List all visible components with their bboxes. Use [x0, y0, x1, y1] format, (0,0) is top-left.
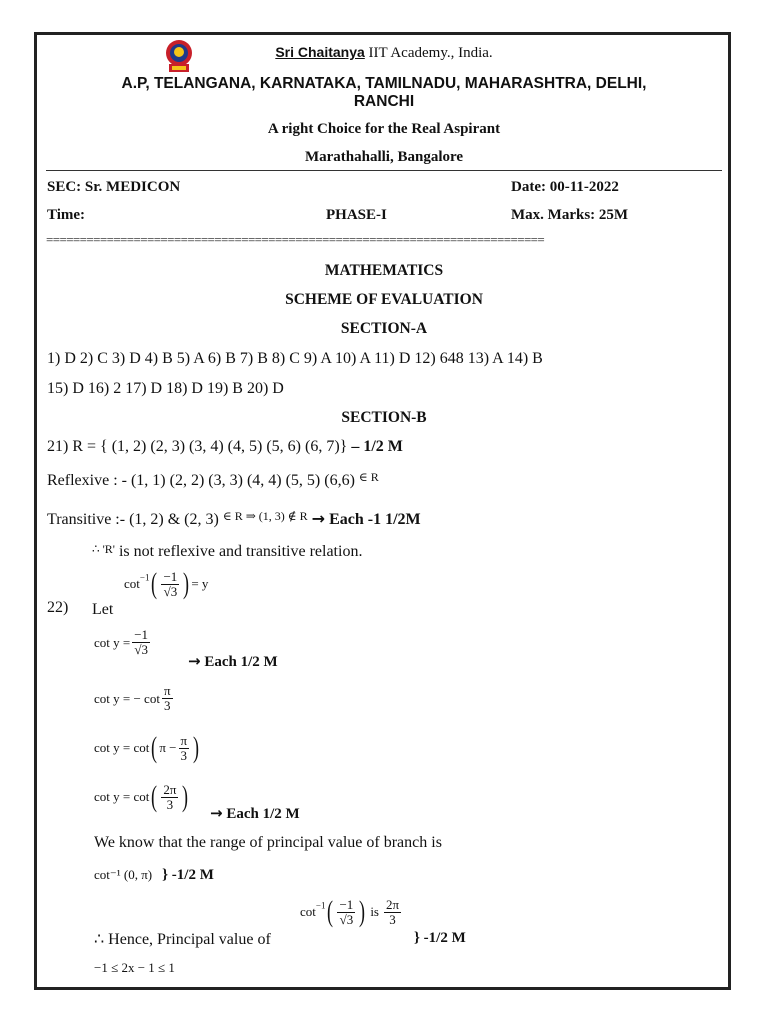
scheme-title: SCHEME OF EVALUATION: [285, 291, 483, 308]
arrow-icon: →: [210, 804, 223, 822]
campus: Marathahalli, Bangalore: [304, 149, 464, 165]
states-line: A.P, TELANGANA, KARNATAKA, TAMILNADU, MAHARASHTRA, DELHI,: [121, 75, 647, 92]
fraction: [161, 570, 179, 599]
q22-step2: [94, 684, 175, 713]
numerator: 2π: [385, 896, 400, 912]
marks-label: Each 1/2 M: [204, 654, 278, 670]
inverse-superscript: −1: [315, 900, 326, 911]
paren-right: ): [193, 731, 200, 764]
paren-right: ): [182, 780, 189, 813]
date-label: Date: 00-11-2022: [511, 179, 619, 195]
equals-y: = y: [191, 576, 209, 591]
q21-relation: [47, 438, 403, 456]
step1-fraction: [132, 628, 150, 657]
sec-label: SEC: Sr. MEDICON: [47, 179, 181, 195]
tagline: A right Choice for the Real Aspirant: [267, 121, 501, 137]
brand-name: Sri Chaitanya: [275, 44, 365, 60]
states-line-2: RANCHI: [353, 93, 415, 110]
arrow-icon: →: [311, 509, 326, 528]
numerator: −1: [134, 627, 149, 642]
therefore-r: ∴ 'R': [92, 542, 115, 556]
denominator: √3: [339, 911, 354, 927]
step3-inner: π −: [159, 740, 177, 755]
denominator: √3: [134, 642, 148, 657]
cot-text: cot: [300, 904, 316, 919]
cot-text: cot: [124, 576, 140, 591]
time-label: Time:: [47, 207, 86, 223]
q22-step4: [94, 782, 190, 812]
q22-range-line: [94, 866, 214, 884]
q22-range-text: We know that the range of principal value of branch is: [94, 834, 442, 851]
institute-line: [0, 44, 768, 62]
paren-left: (: [327, 895, 334, 928]
paren-right: ): [359, 895, 366, 928]
q21-reflexive-text: Reflexive : - (1, 1) (2, 2) (3, 3) (4, 4) (5, 5) (6,6): [47, 472, 359, 489]
numerator: −1: [339, 896, 354, 912]
q22-hence-equation: [300, 897, 403, 927]
inverse-superscript: −1: [139, 572, 150, 583]
q22-let: Let: [92, 601, 114, 618]
is-text: is: [370, 904, 379, 919]
header-divider: [46, 170, 722, 171]
section-a-answers-1: 1) D 2) C 3) D 4) B 5) A 6) B 7) B 8) C 9) A 10) A 11) D 12) 648 13) A 14) B: [47, 350, 543, 367]
phase-label: PHASE-I: [326, 207, 387, 223]
marks-label: } -1/2 M: [162, 867, 214, 883]
step1-lhs: cot y =: [94, 634, 131, 650]
range-expression: cot⁻¹ (0, π): [94, 867, 153, 883]
section-a-answers-2: 15) D 16) 2 17) D 18) D 19) B 20) D: [47, 380, 284, 397]
q21-transitive-text: Transitive :- (1, 2) & (2, 3): [47, 511, 223, 528]
numerator: π: [180, 732, 188, 748]
numerator: −1: [163, 568, 178, 584]
paren-left: (: [151, 731, 158, 764]
q21-reflexive: [47, 470, 379, 490]
separator-line: ==========================================================================: [46, 232, 545, 247]
denominator: 3: [389, 911, 396, 927]
step3-lhs: cot y = cot: [94, 740, 150, 755]
q22-let-equation: [124, 569, 208, 599]
q22-step1: [94, 628, 152, 657]
q21-transitive-math: ∈ R ⇒ (1, 3) ∉ R: [222, 509, 308, 523]
q21-marks-1: – 1/2 M: [351, 438, 403, 455]
denominator: 3: [166, 796, 174, 812]
result-fraction: [384, 898, 401, 927]
q22-step3: [94, 733, 201, 763]
arrow-icon: →: [188, 652, 201, 670]
q22-last-line: −1 ≤ 2x − 1 ≤ 1: [94, 960, 175, 975]
paren-left: (: [151, 567, 158, 600]
numerator: 2π: [163, 781, 177, 797]
q21-conclusion-text: is not reflexive and transitive relation.: [114, 543, 363, 560]
step2-lhs: cot y = − cot: [94, 690, 160, 706]
q22-marks-step4: [210, 804, 300, 823]
paren-left: (: [151, 780, 158, 813]
q22-number: 22): [47, 599, 69, 616]
q22-marks-final: } -1/2 M: [414, 930, 466, 946]
denominator: 3: [180, 747, 188, 763]
q21-relation-text: 21) R = { (1, 2) (2, 3) (3, 4) (4, 5) (5, 6) (6, 7)}: [47, 438, 352, 455]
q22-marks-step1: [188, 652, 278, 671]
section-b-title: SECTION-B: [341, 409, 427, 426]
brand-rest: IIT Academy., India.: [368, 45, 493, 61]
q21-transitive: [47, 509, 421, 529]
step4-fraction: [161, 783, 178, 812]
step2-fraction: [162, 684, 173, 713]
section-a-title: SECTION-A: [340, 320, 428, 337]
paren-right: ): [183, 567, 190, 600]
max-marks-label: Max. Marks: 25M: [511, 207, 629, 223]
q21-marks-2: Each -1 1/2M: [329, 511, 421, 528]
denominator: √3: [163, 583, 178, 599]
step4-lhs: cot y = cot: [94, 789, 150, 804]
q21-in-r: ∈ R: [358, 470, 379, 484]
q22-hence: ∴ Hence, Principal value of: [94, 931, 271, 948]
fraction: [337, 898, 355, 927]
denominator: 3: [163, 698, 171, 713]
numerator: π: [163, 683, 171, 698]
q21-conclusion: [92, 542, 362, 561]
subject-title: MATHEMATICS: [324, 262, 444, 279]
marks-label: Each 1/2 M: [226, 806, 300, 822]
step3-fraction: [179, 734, 190, 763]
